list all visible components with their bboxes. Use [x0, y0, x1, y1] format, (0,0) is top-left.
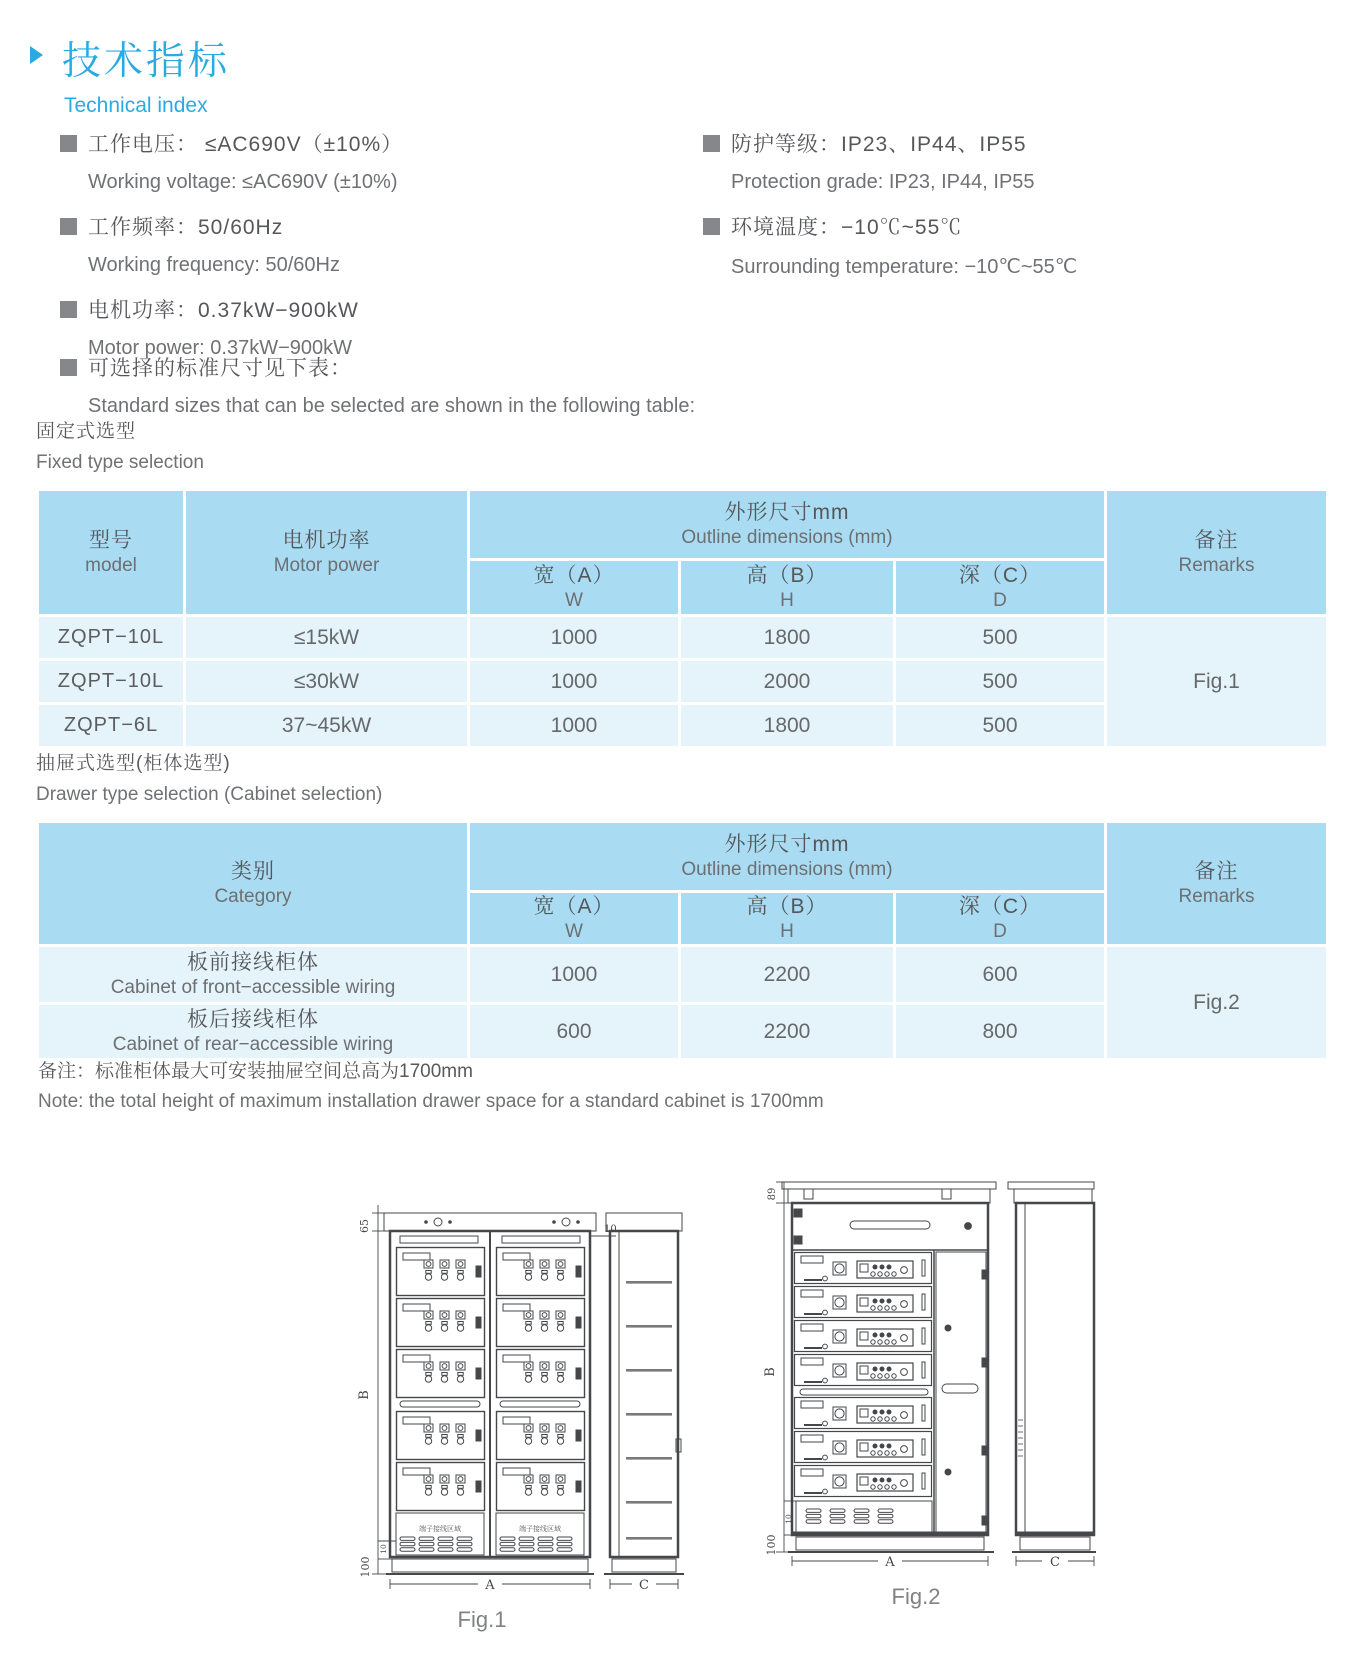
spec-text-en: Working frequency: 50/60Hz — [88, 254, 340, 276]
square-bullet-icon — [60, 135, 77, 152]
intro-text-cn: 可选择的标准尺寸见下表： — [88, 357, 352, 380]
fig1-dim-depth: C — [639, 1578, 649, 1593]
column-header-height: 高（B） H — [680, 560, 895, 616]
spec-list-right — [703, 128, 1323, 296]
fig2-caption: Fig.2 — [891, 1584, 941, 1609]
cell-height: 2200 — [680, 946, 895, 1004]
fig1-dim-plinth: 100 — [359, 1556, 372, 1578]
figure-1 — [342, 1143, 702, 1633]
column-header-depth: 深（C） D — [895, 892, 1106, 946]
table1-title-en: Fixed type selection — [36, 452, 204, 473]
column-header-depth: 深（C） D — [895, 560, 1106, 616]
cell-height: 2000 — [680, 660, 895, 704]
cell-power: ≤15kW — [185, 616, 469, 660]
page-title-en: Technical index — [64, 94, 208, 117]
square-bullet-icon — [60, 301, 77, 318]
fixed-type-section — [36, 416, 1326, 749]
square-bullet-icon — [703, 135, 720, 152]
fig2-dim-depth: C — [1050, 1555, 1060, 1570]
column-header-model: 型号 model — [38, 490, 185, 616]
fig1-cabinet-drawing — [342, 1143, 702, 1598]
square-bullet-icon — [60, 218, 77, 235]
fig1-caption: Fig.1 — [457, 1607, 507, 1632]
cell-category: 板前接线柜体 Cabinet of front−accessible wiring — [38, 946, 469, 1004]
column-header-power: 电机功率 Motor power — [185, 490, 469, 616]
spec-text-cn: 环境温度：−10℃~55℃ — [731, 216, 963, 239]
spec-item — [60, 211, 680, 241]
fixed-type-table — [36, 488, 1329, 749]
spec-item — [60, 128, 680, 158]
intro-text-en: Standard sizes that can be selected are shown in the following table: — [88, 395, 696, 417]
column-header-remarks: 备注 Remarks — [1106, 822, 1328, 946]
column-header-height: 高（B） H — [680, 892, 895, 946]
table-row — [38, 616, 1328, 660]
cell-model: ZQPT−6L — [38, 704, 185, 748]
column-header-remarks: 备注 Remarks — [1106, 490, 1328, 616]
table2-title-en: Drawer type selection (Cabinet selection) — [36, 784, 383, 805]
cell-width: 1000 — [469, 616, 680, 660]
spec-text-en: Working voltage: ≤AC690V (±10%) — [88, 171, 398, 193]
column-header-category: 类别 Category — [38, 822, 469, 946]
cell-remarks: Fig.2 — [1106, 946, 1328, 1060]
table2-title-cn: 抽屉式选型(柜体选型) — [36, 753, 231, 774]
cell-depth: 500 — [895, 616, 1106, 660]
cell-height: 1800 — [680, 704, 895, 748]
cell-power: ≤30kW — [185, 660, 469, 704]
fig1-dim-width: A — [485, 1578, 495, 1593]
cell-width: 600 — [469, 1004, 680, 1060]
square-bullet-icon — [703, 218, 720, 235]
cell-remarks: Fig.1 — [1106, 616, 1328, 748]
cell-height: 1800 — [680, 616, 895, 660]
cell-model: ZQPT−10L — [38, 660, 185, 704]
spec-item — [703, 128, 1323, 158]
spec-text-cn: 防护等级：IP23、IP44、IP55 — [731, 133, 1027, 156]
spec-text-cn: 电机功率：0.37kW−900kW — [88, 299, 359, 322]
column-header-dimensions: 外形尺寸mm Outline dimensions (mm) — [469, 822, 1106, 892]
cell-depth: 500 — [895, 660, 1106, 704]
fig1-dim-height: B — [357, 1390, 372, 1400]
cell-width: 1000 — [469, 704, 680, 748]
footnote-cn: 备注：标准柜体最大可安装抽屉空间总高为1700mm — [38, 1061, 473, 1082]
cell-width: 1000 — [469, 946, 680, 1004]
fig1-terminal-label: 端子接线区域 — [419, 1526, 461, 1533]
table-row — [38, 946, 1328, 1004]
cell-model: ZQPT−10L — [38, 616, 185, 660]
cell-depth: 600 — [895, 946, 1106, 1004]
fig2-cabinet-drawing — [746, 1120, 1106, 1575]
fig1-dim-cap: 65 — [358, 1219, 371, 1233]
column-header-width: 宽（A） W — [469, 560, 680, 616]
spec-text-cn: 工作频率：50/60Hz — [88, 216, 284, 239]
spec-text-en: Motor power: 0.37kW−900kW — [88, 337, 352, 359]
column-header-dimensions: 外形尺寸mm Outline dimensions (mm) — [469, 490, 1106, 560]
footnote — [38, 1056, 824, 1113]
section-arrow-icon — [30, 46, 43, 64]
cell-width: 1000 — [469, 660, 680, 704]
footnote-en: Note: the total height of maximum installation drawer space for a standard cabinet is 1700mm — [38, 1091, 824, 1112]
cell-depth: 500 — [895, 704, 1106, 748]
section-header — [28, 30, 230, 118]
fig1-dim-offset: 10 — [604, 1224, 617, 1235]
table1-title-cn: 固定式选型 — [36, 421, 137, 442]
cell-category: 板后接线柜体 Cabinet of rear−accessible wiring — [38, 1004, 469, 1060]
fig1-dim-vent: 10 — [379, 1544, 388, 1554]
fig2-dim-vent: 10 — [784, 1514, 793, 1524]
cell-depth: 800 — [895, 1004, 1106, 1060]
drawer-type-table — [36, 820, 1329, 1061]
spec-item — [60, 352, 695, 382]
cell-height: 2200 — [680, 1004, 895, 1060]
spec-item — [703, 211, 1323, 241]
square-bullet-icon — [60, 359, 77, 376]
figure-2 — [746, 1120, 1106, 1610]
fig2-dim-height: B — [763, 1367, 778, 1377]
column-header-width: 宽（A） W — [469, 892, 680, 946]
fig1-terminal-label: 端子接线区域 — [519, 1526, 561, 1533]
spec-item — [60, 294, 680, 324]
fig2-dim-plinth: 100 — [765, 1534, 778, 1556]
spec-text-en: Surrounding temperature: −10℃~55℃ — [731, 256, 1078, 278]
cell-power: 37~45kW — [185, 704, 469, 748]
drawer-type-section — [36, 748, 1326, 1061]
fig2-dim-cap: 89 — [767, 1187, 778, 1201]
page-title-cn: 技术指标 — [62, 40, 231, 83]
spec-text-en: Protection grade: IP23, IP44, IP55 — [731, 171, 1035, 193]
spec-list-left — [60, 128, 680, 377]
spec-text-cn: 工作电压： ≤AC690V（±10%） — [88, 133, 404, 156]
fig2-dim-width: A — [885, 1555, 895, 1570]
